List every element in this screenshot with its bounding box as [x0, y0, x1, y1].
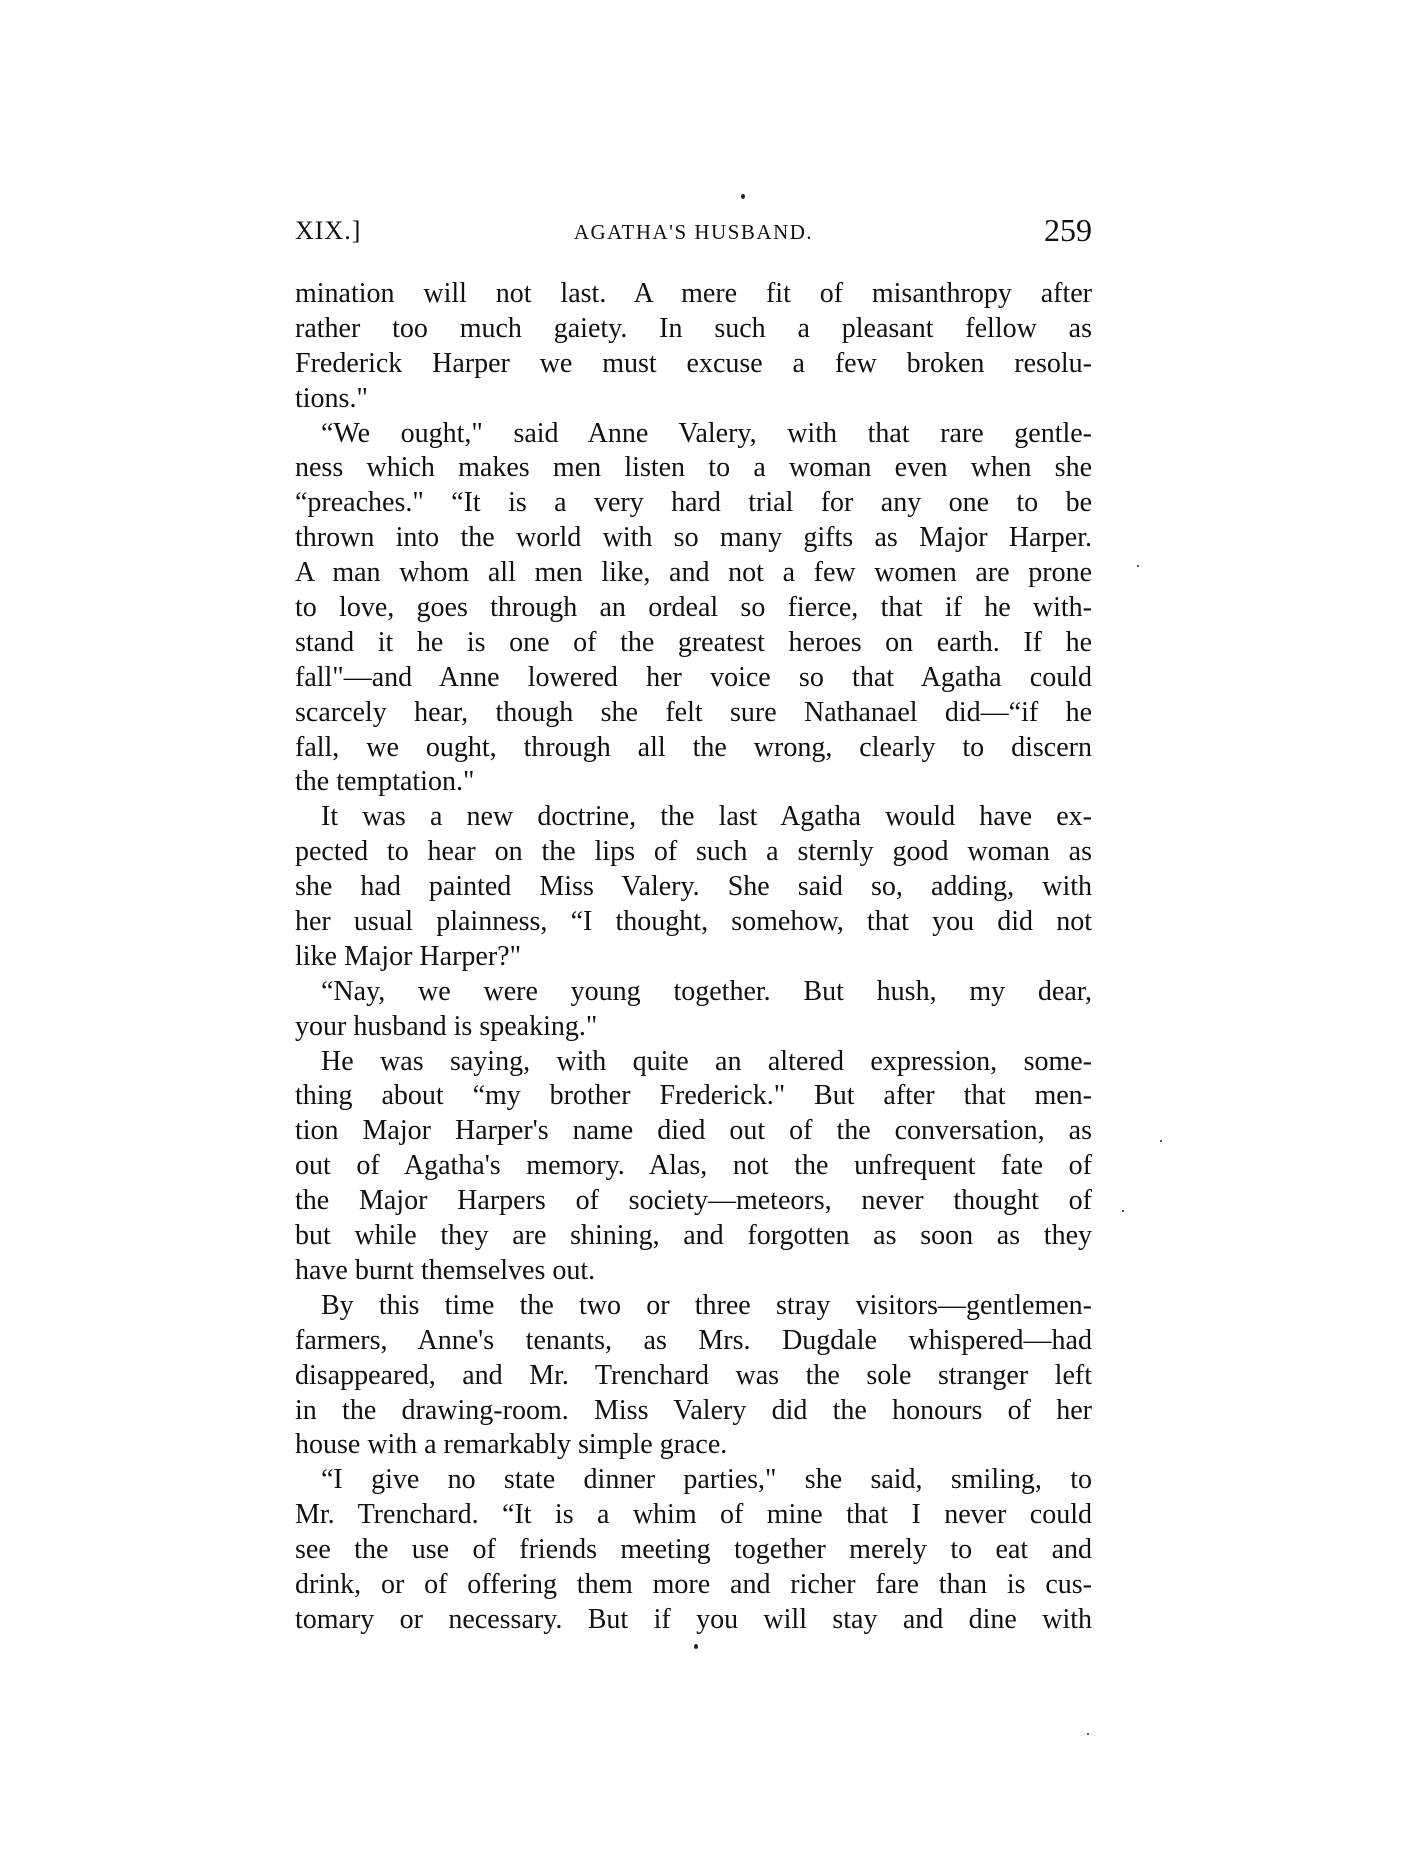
- text-line: “We ought," said Anne Valery, with that rare gentle-: [321, 417, 1092, 449]
- text-line: tions.": [295, 382, 368, 414]
- text-line: to love, goes through an ordeal so fierce, that if he with-: [295, 592, 1092, 624]
- text-line: she had painted Miss Valery. She said so, adding, with: [295, 871, 1092, 903]
- text-line: drink, or of offering them more and richer fare than is cus-: [295, 1568, 1092, 1600]
- text-line: rather too much gaiety. In such a pleasant fellow as: [295, 312, 1092, 344]
- text-line: the Major Harpers of society—meteors, never thought of: [295, 1185, 1092, 1217]
- text-line: It was a new doctrine, the last Agatha would have ex-: [321, 801, 1092, 833]
- running-title: AGATHA'S HUSBAND.: [573, 220, 814, 244]
- text-line: out of Agatha's memory. Alas, not the unfrequent fate of: [295, 1150, 1092, 1182]
- text-line: ness which makes men listen to a woman even when she: [295, 452, 1092, 484]
- scan-speck: [694, 1644, 698, 1649]
- text-line: By this time the two or three stray visitors—gentlemen-: [321, 1289, 1092, 1321]
- text-line: house with a remarkably simple grace.: [295, 1429, 728, 1461]
- text-line: He was saying, with quite an altered expression, some-: [321, 1045, 1092, 1077]
- body-text: [295, 277, 1092, 1638]
- text-line: see the use of friends meeting together merely to eat and: [295, 1534, 1092, 1566]
- text-line: have burnt themselves out.: [295, 1254, 596, 1286]
- text-line: A man whom all men like, and not a few women are prone: [295, 557, 1092, 589]
- text-line: tion Major Harper's name died out of the conversation, as: [295, 1115, 1092, 1147]
- text-line: farmers, Anne's tenants, as Mrs. Dugdale whispered—had: [295, 1324, 1092, 1356]
- text-line: disappeared, and Mr. Trenchard was the sole stranger left: [295, 1359, 1092, 1391]
- text-line: like Major Harper?": [295, 940, 521, 972]
- running-header: [295, 212, 1092, 252]
- page-number: 259: [1044, 212, 1092, 248]
- text-line: Mr. Trenchard. “It is a whim of mine that I never could: [295, 1499, 1092, 1531]
- scan-speck: [1122, 1210, 1124, 1212]
- text-line: thing about “my brother Frederick." But after that men-: [295, 1080, 1092, 1112]
- text-line: fall, we ought, through all the wrong, clearly to discern: [295, 731, 1092, 763]
- scan-speck: [1160, 1140, 1162, 1142]
- text-line: the temptation.": [295, 766, 475, 798]
- text-line: “I give no state dinner parties," she said, smiling, to: [321, 1464, 1092, 1496]
- chapter-number: XIX.]: [295, 216, 362, 245]
- text-line: fall"—and Anne lowered her voice so that Agatha could: [295, 661, 1092, 693]
- scan-speck: [1087, 1733, 1089, 1735]
- text-line: but while they are shining, and forgotten as soon as they: [295, 1220, 1092, 1252]
- text-line: your husband is speaking.": [295, 1010, 598, 1042]
- text-line: stand it he is one of the greatest heroes on earth. If he: [295, 626, 1092, 658]
- text-line: pected to hear on the lips of such a sternly good woman as: [295, 836, 1092, 868]
- scan-speck: [741, 194, 745, 199]
- text-line: Frederick Harper we must excuse a few broken resolu-: [295, 347, 1092, 379]
- text-line: scarcely hear, though she felt sure Nathanael did—“if he: [295, 696, 1092, 728]
- text-line: tomary or necessary. But if you will stay and dine with: [295, 1603, 1092, 1635]
- text-line: in the drawing-room. Miss Valery did the honours of her: [295, 1394, 1092, 1426]
- text-line: “preaches." “It is a very hard trial for any one to be: [295, 487, 1092, 519]
- text-line: mination will not last. A mere fit of misanthropy after: [295, 278, 1092, 309]
- scan-speck: [1137, 565, 1139, 567]
- text-line: her usual plainness, “I thought, somehow, that you did not: [295, 906, 1092, 938]
- text-line: “Nay, we were young together. But hush, my dear,: [321, 975, 1092, 1007]
- text-line: thrown into the world with so many gifts as Major Harper.: [295, 522, 1092, 554]
